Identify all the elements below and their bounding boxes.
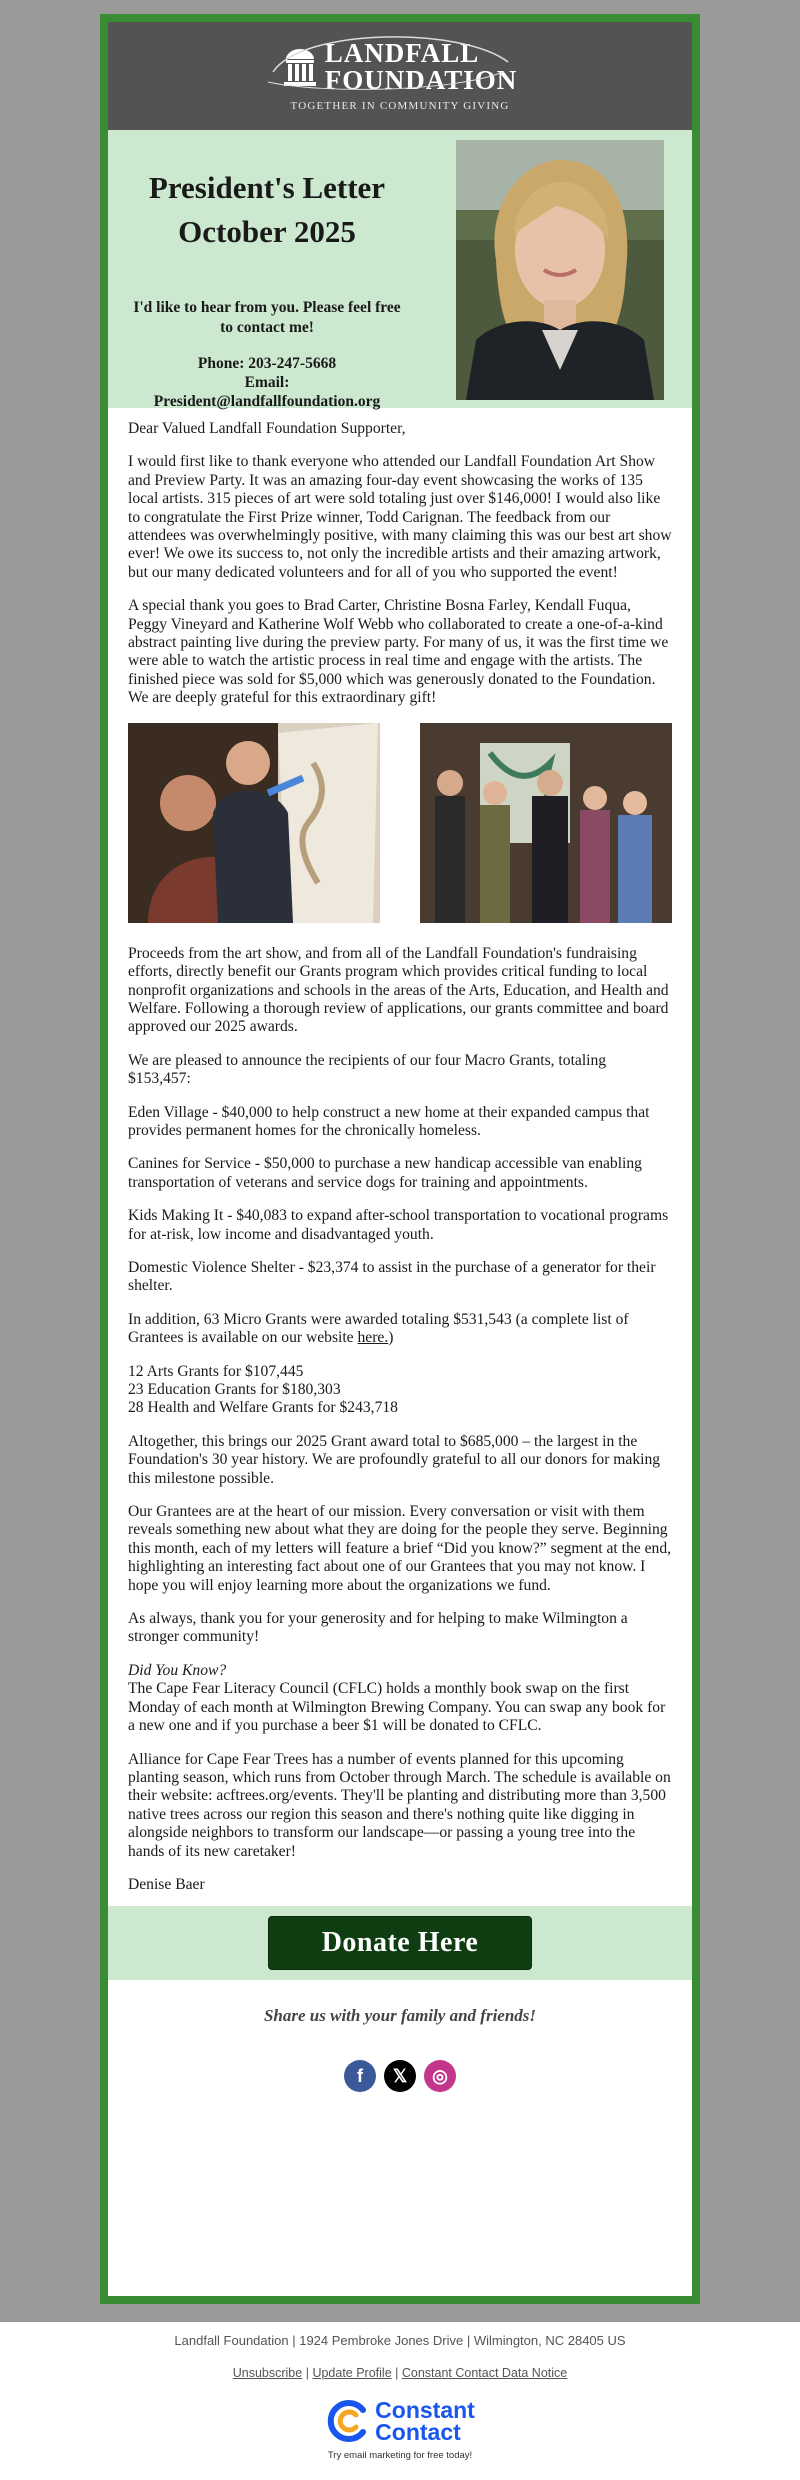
salutation: Dear Valued Landfall Foundation Supporter,: [128, 420, 406, 437]
footer-address: Landfall Foundation | 1924 Pembroke Jones Drive | Wilmington, NC 28405 US: [174, 2333, 626, 2348]
photo-artists-group: [420, 723, 672, 923]
instagram-icon[interactable]: ◎: [424, 2060, 456, 2092]
letter-date: October 2025: [178, 214, 356, 249]
macro-grant-eden-village: Eden Village - $40,000 to help construct a new home at their expanded campus that provides permanent homes for the chronically homeless.: [128, 1103, 650, 1139]
macro-grant-kids-making-it: Kids Making It - $40,083 to expand after-school transportation to vocational programs for at-risk, low income and disadvantaged youth.: [128, 1207, 669, 1243]
temple-icon: [283, 47, 317, 87]
list-item: 23 Education Grants for $180,303: [128, 1381, 341, 1398]
facebook-icon[interactable]: f: [344, 2060, 376, 2092]
paragraph-art-show: I would first like to thank everyone who attended our Landfall Foundation Art Show and Preview Party. It was an amazing four-day event showcasing the works of 135 local artists. 315 pieces of art were sold totaling just over $146,000! I would also like to congratulate the First Prize winner, Todd Carignan. The feedback from our attendees was overwhelmingly positive, with many claiming this was our best art show ever! We owe its success to, not only the incredible artists and their amazing artwork, but our many dedicated volunteers and for all of you who supported the event!: [128, 453, 672, 581]
macro-grant-dv-shelter: Domestic Violence Shelter - $23,374 to assist in the purchase of a generator for their shelter.: [128, 1258, 656, 1295]
constant-contact-logo[interactable]: [0, 2398, 800, 2444]
contact-invite: I'd like to hear from you. Please feel free to contact me!: [133, 299, 401, 336]
letter-body: [108, 408, 692, 1894]
contact-email-label: Email:: [244, 374, 290, 391]
footer: [0, 2322, 800, 2480]
data-notice-link[interactable]: Constant Contact Data Notice: [401, 2366, 568, 2380]
did-you-know-trees: Alliance for Cape Fear Trees has a number of events planned for this upcoming planting season, which runs from October through March. The schedule is available on their website: acftrees.org/events. They'll be planting and distributing more than 3,500 native trees across our region this season and there's nothing quite like digging in alongside neighbors to transform our landscape—or passing a young tree into the hands of its new caretaker!: [128, 1750, 671, 1860]
donate-section: [108, 1906, 692, 1980]
footer-links: Unsubscribe | Update Profile | Constant Contact Data Notice: [232, 2366, 568, 2380]
photo-live-painting: [128, 723, 380, 923]
paragraph-macro-intro: We are pleased to announce the recipients of our four Macro Grants, totaling $153,457:: [128, 1051, 607, 1088]
list-item: 28 Health and Welfare Grants for $243,718: [128, 1399, 398, 1417]
grantees-link[interactable]: here.: [357, 1329, 389, 1347]
micro-grant-breakdown: [128, 1363, 672, 1418]
foundation-logo[interactable]: [283, 40, 518, 94]
photo-row: [128, 723, 672, 923]
unsubscribe-link[interactable]: Unsubscribe: [232, 2366, 303, 2380]
cc-line-2: Contact: [375, 2419, 461, 2445]
macro-grant-canines: Canines for Service - $50,000 to purchase a new handicap accessible van enabling transportation of veterans and service dogs for training and appointments.: [128, 1155, 642, 1191]
paragraph-micro-grants: In addition, 63 Micro Grants were awarded totaling $531,543 (a complete list of Grantees is available on our website here.): [128, 1310, 629, 1347]
update-profile-link[interactable]: Update Profile: [312, 2366, 392, 2380]
email-content: [108, 22, 692, 2296]
paragraph-thanks: As always, thank you for your generosity and for helping to make Wilmington a stronger community!: [128, 1610, 628, 1646]
header-banner: [108, 22, 692, 130]
signature: Denise Baer: [128, 1875, 205, 1893]
did-you-know-cflc: Did You Know? The Cape Fear Literacy Council (CFLC) holds a monthly book swap on the first Monday of each month at Wilmington Brewing Company. You can swap any book for a new one and if you purchase a beer $1 will be donated to CFLC.: [128, 1661, 666, 1735]
logo-line-2: FOUNDATION: [324, 65, 518, 95]
social-links: [108, 2060, 692, 2092]
did-you-know-label: Did You Know?: [128, 1661, 227, 1679]
cc-note[interactable]: Try email marketing for free today!: [327, 2450, 473, 2461]
paragraph-special-thanks: A special thank you goes to Brad Carter, Christine Bosna Farley, Kendall Fuqua, Peggy Vineyard and Katherine Wolf Webb who collaborated to create a one-of-a-kind abstract painting live during the preview party. For many of us, it was the first time we were able to watch the artistic process in real time and engage with the artists. The finished piece was sold for $5,000 which was generously donated to the Foundation. We are deeply grateful for this extraordinary gift!: [128, 597, 669, 707]
contact-phone: Phone: 203-247-5668: [197, 355, 337, 372]
letter-title: President's Letter: [148, 170, 386, 205]
paragraph-grants-program: Proceeds from the art show, and from all of the Landfall Foundation's fundraising efforts, directly benefit our Grants program which provides critical funding to local nonprofit organizations and schools in the areas of the Arts, Education, and Health and Welfare. Following a thorough review of applications, our grants committee and board approved our 2025 awards.: [128, 944, 669, 1036]
share-prompt: Share us with your family and friends!: [263, 2006, 537, 2026]
donate-button[interactable]: Donate Here: [268, 1916, 532, 1970]
cc-line-1: Constant: [375, 2397, 475, 2423]
email-frame: [100, 14, 700, 2304]
constant-contact-icon: [325, 2398, 371, 2444]
contact-email[interactable]: President@landfallfoundation.org: [153, 393, 381, 410]
president-portrait: [456, 140, 664, 400]
list-item: 12 Arts Grants for $107,445: [128, 1362, 304, 1380]
logo-line-1: LANDFALL: [324, 38, 480, 68]
x-icon[interactable]: 𝕏: [384, 2060, 416, 2092]
paragraph-mission: Our Grantees are at the heart of our mission. Every conversation or visit with them reveals something new about what they are doing for the people they serve. Beginning this month, each of my letters will feature a brief “Did you know?” segment at the end, highlighting an interesting fact about one of our Grantees that you may not know. I hope you will enjoy learning more about the organizations we fund.: [128, 1503, 672, 1594]
paragraph-total: Altogether, this brings our 2025 Grant award total to $685,000 – the largest in the Foundation's 30 year history. We are profoundly grateful to all our donors for making this milestone possible.: [128, 1432, 661, 1487]
logo-tagline: TOGETHER IN COMMUNITY GIVING: [290, 100, 510, 112]
hero-section: [108, 130, 692, 408]
